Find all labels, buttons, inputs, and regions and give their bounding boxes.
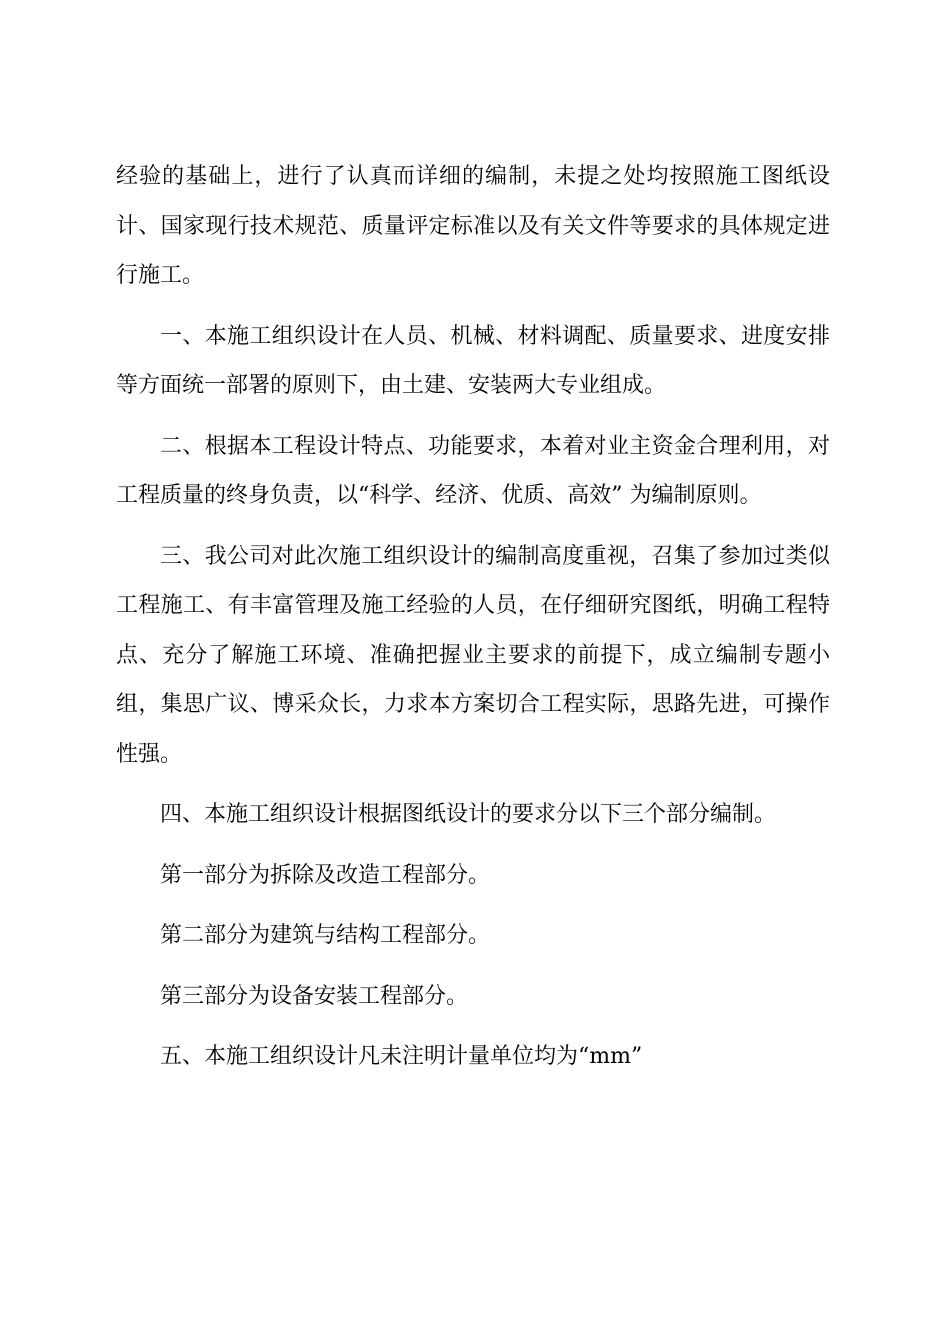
paragraph-part-2: 第二部分为建筑与结构工程部分。 [160, 923, 491, 948]
paragraph-continuation: 经验的基础上，进行了认真而详细的编制，未提之处均按照施工图纸设计、国家现行技术规范、质量评定标准以及有关文件等要求的具体规定进行施工。 [116, 164, 830, 288]
paragraph-item-3: 三、我公司对此次施工组织设计的编制高度重视，召集了参加过类似工程施工、有丰富管理及施工经验的人员，在仔细研究图纸，明确工程特点、充分了解施工环境、准确把握业主要求的前提下，成立编制专题小组，集思广议、博采众长，力求本方案切合工程实际，思路先进，可操作性强。 [116, 543, 830, 767]
paragraph-item-5: 五、本施工组织设计凡未注明计量单位均为“mm” [160, 1044, 643, 1069]
paragraph-item-2: 二、根据本工程设计特点、功能要求，本着对业主资金合理利用，对工程质量的终身负责，以“科学、经济、优质、高效” 为编制原则。 [116, 433, 830, 508]
paragraph-item-4: 四、本施工组织设计根据图纸设计的要求分以下三个部分编制。 [160, 802, 777, 827]
paragraph-part-3: 第三部分为设备安装工程部分。 [160, 983, 469, 1009]
paragraph-item-1: 一、本施工组织设计在人员、机械、材料调配、质量要求、进度安排等方面统一部署的原则下，由土建、安装两大专业组成。 [116, 323, 830, 398]
paragraph-part-1: 第一部分为拆除及改造工程部分。 [160, 862, 491, 888]
document-body [116, 152, 830, 1093]
